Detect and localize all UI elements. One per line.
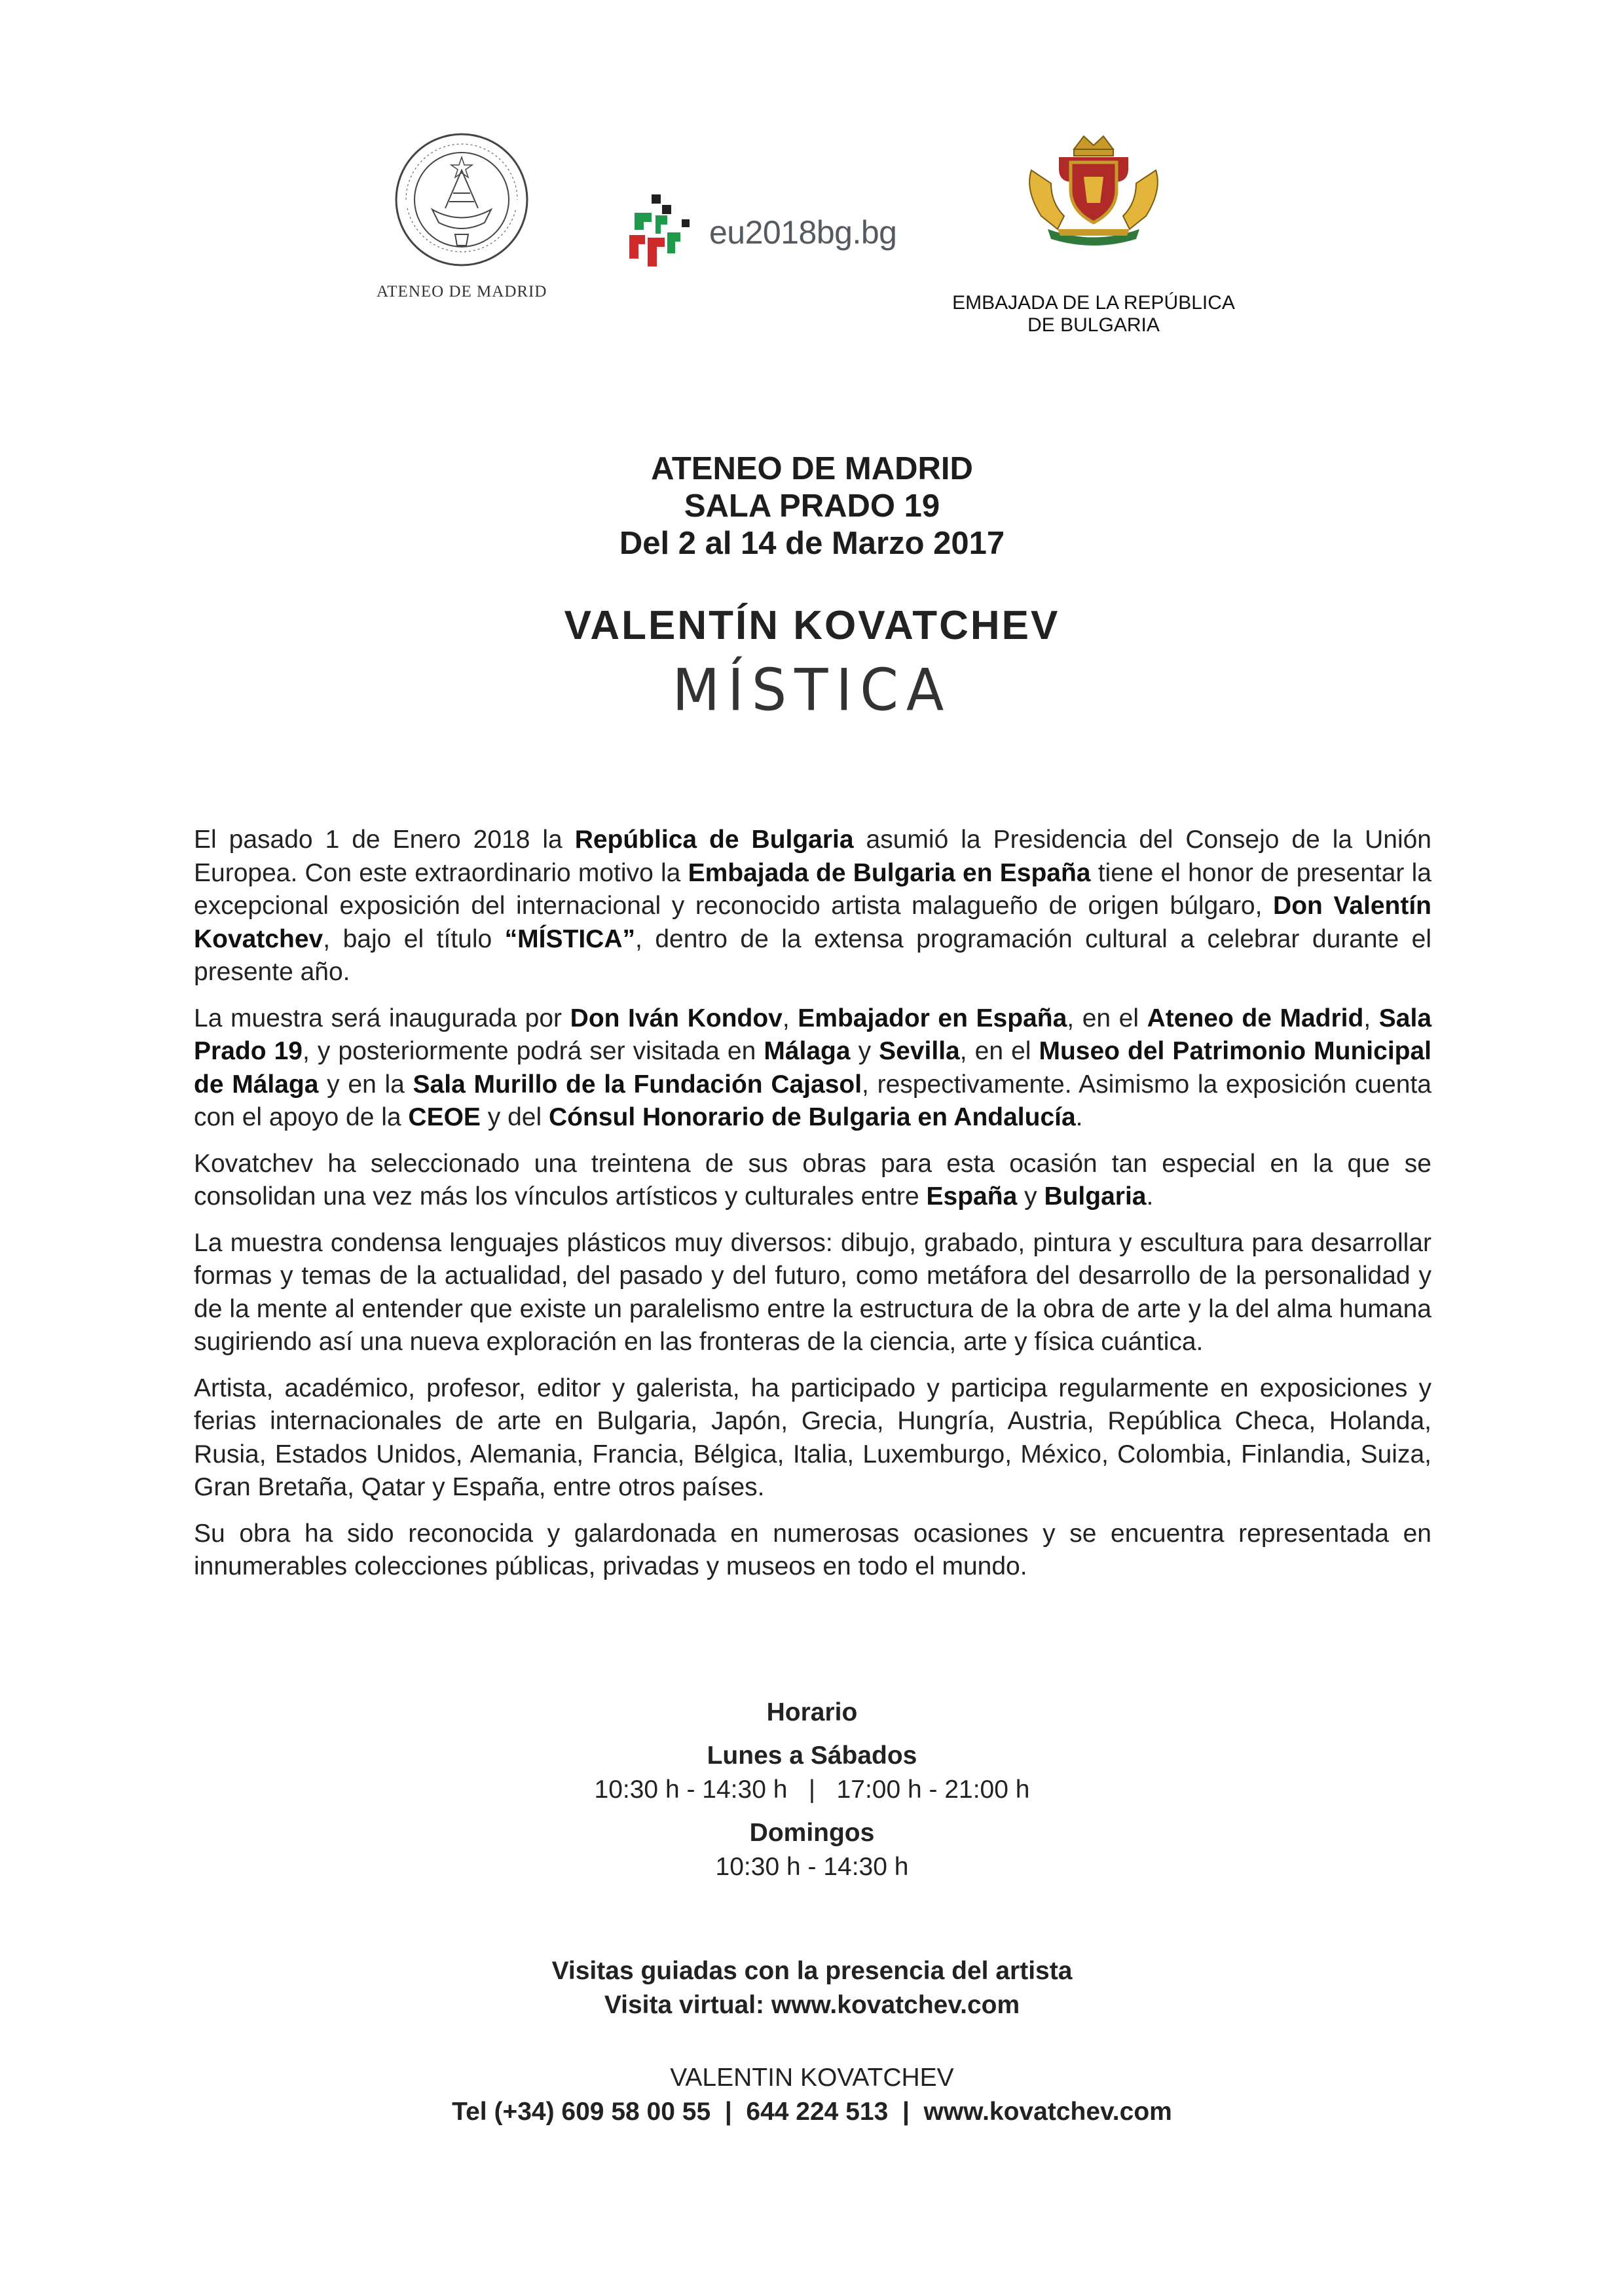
body-paragraph	[194, 824, 1431, 989]
embassy-caption	[923, 292, 1264, 337]
press-release-body	[194, 824, 1431, 1597]
body-paragraph	[194, 1002, 1431, 1135]
bold-text: Sevilla	[879, 1037, 960, 1065]
body-text-run: ,	[782, 1004, 798, 1032]
visits-block	[0, 1954, 1624, 2022]
bold-text: Bulgaria	[1044, 1182, 1147, 1211]
body-text-run: La muestra condensa lenguajes plásticos muy diversos: dibujo, grabado, pintura y escultura para desarrollar formas y temas de la actualidad, del pasado y del futuro, como metáfora del desarrollo de la personalidad y de la mente al entender que existe un paralelismo entre la estructura de la obra de arte y la del alma humana sugiriendo así una nueva exploración en las fronteras de la ciencia, arte y física cuántica.	[194, 1228, 1431, 1356]
weekdays-hours: 10:30 h - 14:30 h | 17:00 h - 21:00 h	[594, 1776, 1030, 1804]
bold-text: Don Valentín Kovatchev	[194, 892, 1431, 953]
guided-visits: Visitas guiadas con la presencia del artista	[551, 1957, 1073, 1985]
body-text-run: , bajo el título	[323, 924, 505, 953]
venue-heading	[0, 450, 1624, 562]
ateneo-de-madrid-logo	[377, 131, 547, 321]
contact-details: Tel (+34) 609 58 00 55 | 644 224 513 | www.kovatchev.com	[452, 2098, 1172, 2126]
body-text-run: , en el	[1067, 1004, 1147, 1032]
bulgarian-embassy-logo	[923, 131, 1264, 337]
exhibition-title: MÍSTICA	[672, 656, 952, 724]
body-text-run: Artista, académico, profesor, editor y galerista, ha participado y participa regularmente en exposiciones y ferias internacionales de arte en Bulgaria, Japón, Grecia, Hungría, Austria, República Checa, Holanda, Rusia, Estados Unidos, Alemania, Francia, Bélgica, Italia, Luxemburgo, México, Colombia, Finlandia, Suiza, Gran Bretaña, Qatar y España, entre otros países.	[194, 1374, 1431, 1501]
sundays-hours: 10:30 h - 14:30 h	[715, 1853, 909, 1881]
bold-text: Cónsul Honorario de Bulgaria en Andalucía	[549, 1103, 1076, 1131]
body-text-run: y en la	[318, 1070, 413, 1099]
weekdays-label: Lunes a Sábados	[707, 1741, 917, 1770]
body-paragraph	[194, 1372, 1431, 1504]
ateneo-caption: ATENEO DE MADRID	[377, 283, 547, 301]
bold-text: Málaga	[764, 1037, 851, 1065]
body-text-run: , dentro de la extensa programación cultural a celebrar durante el presente año.	[194, 924, 1431, 986]
bold-text: “MÍSTICA”	[504, 924, 635, 953]
bold-text: España	[926, 1182, 1018, 1211]
body-text-run: y del	[480, 1103, 549, 1131]
body-paragraph	[194, 1227, 1431, 1359]
schedule-title: Horario	[766, 1698, 858, 1726]
bold-text: Ateneo de Madrid	[1147, 1004, 1364, 1032]
eu2018bg-logo	[625, 190, 913, 275]
ateneo-seal-icon	[393, 131, 530, 268]
schedule-block	[0, 1696, 1624, 1884]
body-text-run: El pasado 1 de Enero 2018 la	[194, 826, 575, 854]
bold-text: Museo del Patrimonio Municipal de Málaga	[194, 1037, 1432, 1099]
artist-name: VALENTÍN KOVATCHEV	[564, 603, 1060, 648]
bold-text: República de Bulgaria	[574, 826, 854, 854]
body-text-run: y	[850, 1037, 879, 1065]
body-text-run: , respectivamente. Asimismo la exposición cuenta con el apoyo de la	[194, 1070, 1431, 1131]
bold-text: Sala Murillo de la Fundación Cajasol	[413, 1070, 862, 1099]
bulgarian-coat-of-arms-icon	[1012, 131, 1175, 249]
body-text-run: Su obra ha sido reconocida y galardonada en numerosas ocasiones y se encuentra representada en innumerables colecciones públicas, privadas y museos en todo el mundo.	[194, 1519, 1431, 1580]
body-text-run: y	[1017, 1182, 1044, 1211]
venue-room: SALA PRADO 19	[684, 488, 940, 524]
contact-block	[0, 2061, 1624, 2129]
contact-name: VALENTIN KOVATCHEV	[670, 2064, 954, 2092]
bold-text: Don Iván Kondov	[570, 1004, 783, 1032]
body-text-run: Kovatchev ha seleccionado una treintena de sus obras para esta ocasión tan especial en la que se consolidan una vez más los vínculos artísticos y culturales entre	[194, 1149, 1431, 1211]
body-text-run: .	[1075, 1103, 1083, 1131]
eu2018bg-text: eu2018bg.bg	[709, 214, 897, 251]
body-text-run: , y posteriormente podrá ser visitada en	[302, 1037, 764, 1065]
bold-text: Embajada de Bulgaria en España	[688, 858, 1091, 887]
bold-text: Sala Prado 19	[194, 1004, 1432, 1065]
body-text-run: La muestra será inaugurada por	[194, 1004, 570, 1032]
body-text-run: , en el	[959, 1037, 1039, 1065]
sundays-label: Domingos	[749, 1819, 875, 1847]
venue-name: ATENEO DE MADRID	[651, 451, 973, 486]
virtual-visit: Visita virtual: www.kovatchev.com	[604, 1991, 1020, 2019]
bold-text: Embajador en España	[798, 1004, 1067, 1032]
body-text-run: asumió la Presidencia del Consejo de la Unión Europea. Con este extraordinario motivo la	[194, 826, 1431, 887]
eu2018bg-emblem-icon	[625, 193, 697, 272]
body-paragraph	[194, 1518, 1431, 1584]
body-paragraph	[194, 1148, 1431, 1214]
embassy-caption-text: EMBAJADA DE LA REPÚBLICA DE BULGARIA	[952, 292, 1235, 336]
bold-text: CEOE	[408, 1103, 481, 1131]
body-text-run: tiene el honor de presentar la excepcional exposición del internacional y reconocido artista malagueño de origen búlgaro,	[194, 858, 1431, 920]
body-text-run: ,	[1363, 1004, 1379, 1032]
body-text-run: .	[1146, 1182, 1154, 1211]
exhibition-dates: Del 2 al 14 de Marzo 2017	[619, 526, 1005, 561]
